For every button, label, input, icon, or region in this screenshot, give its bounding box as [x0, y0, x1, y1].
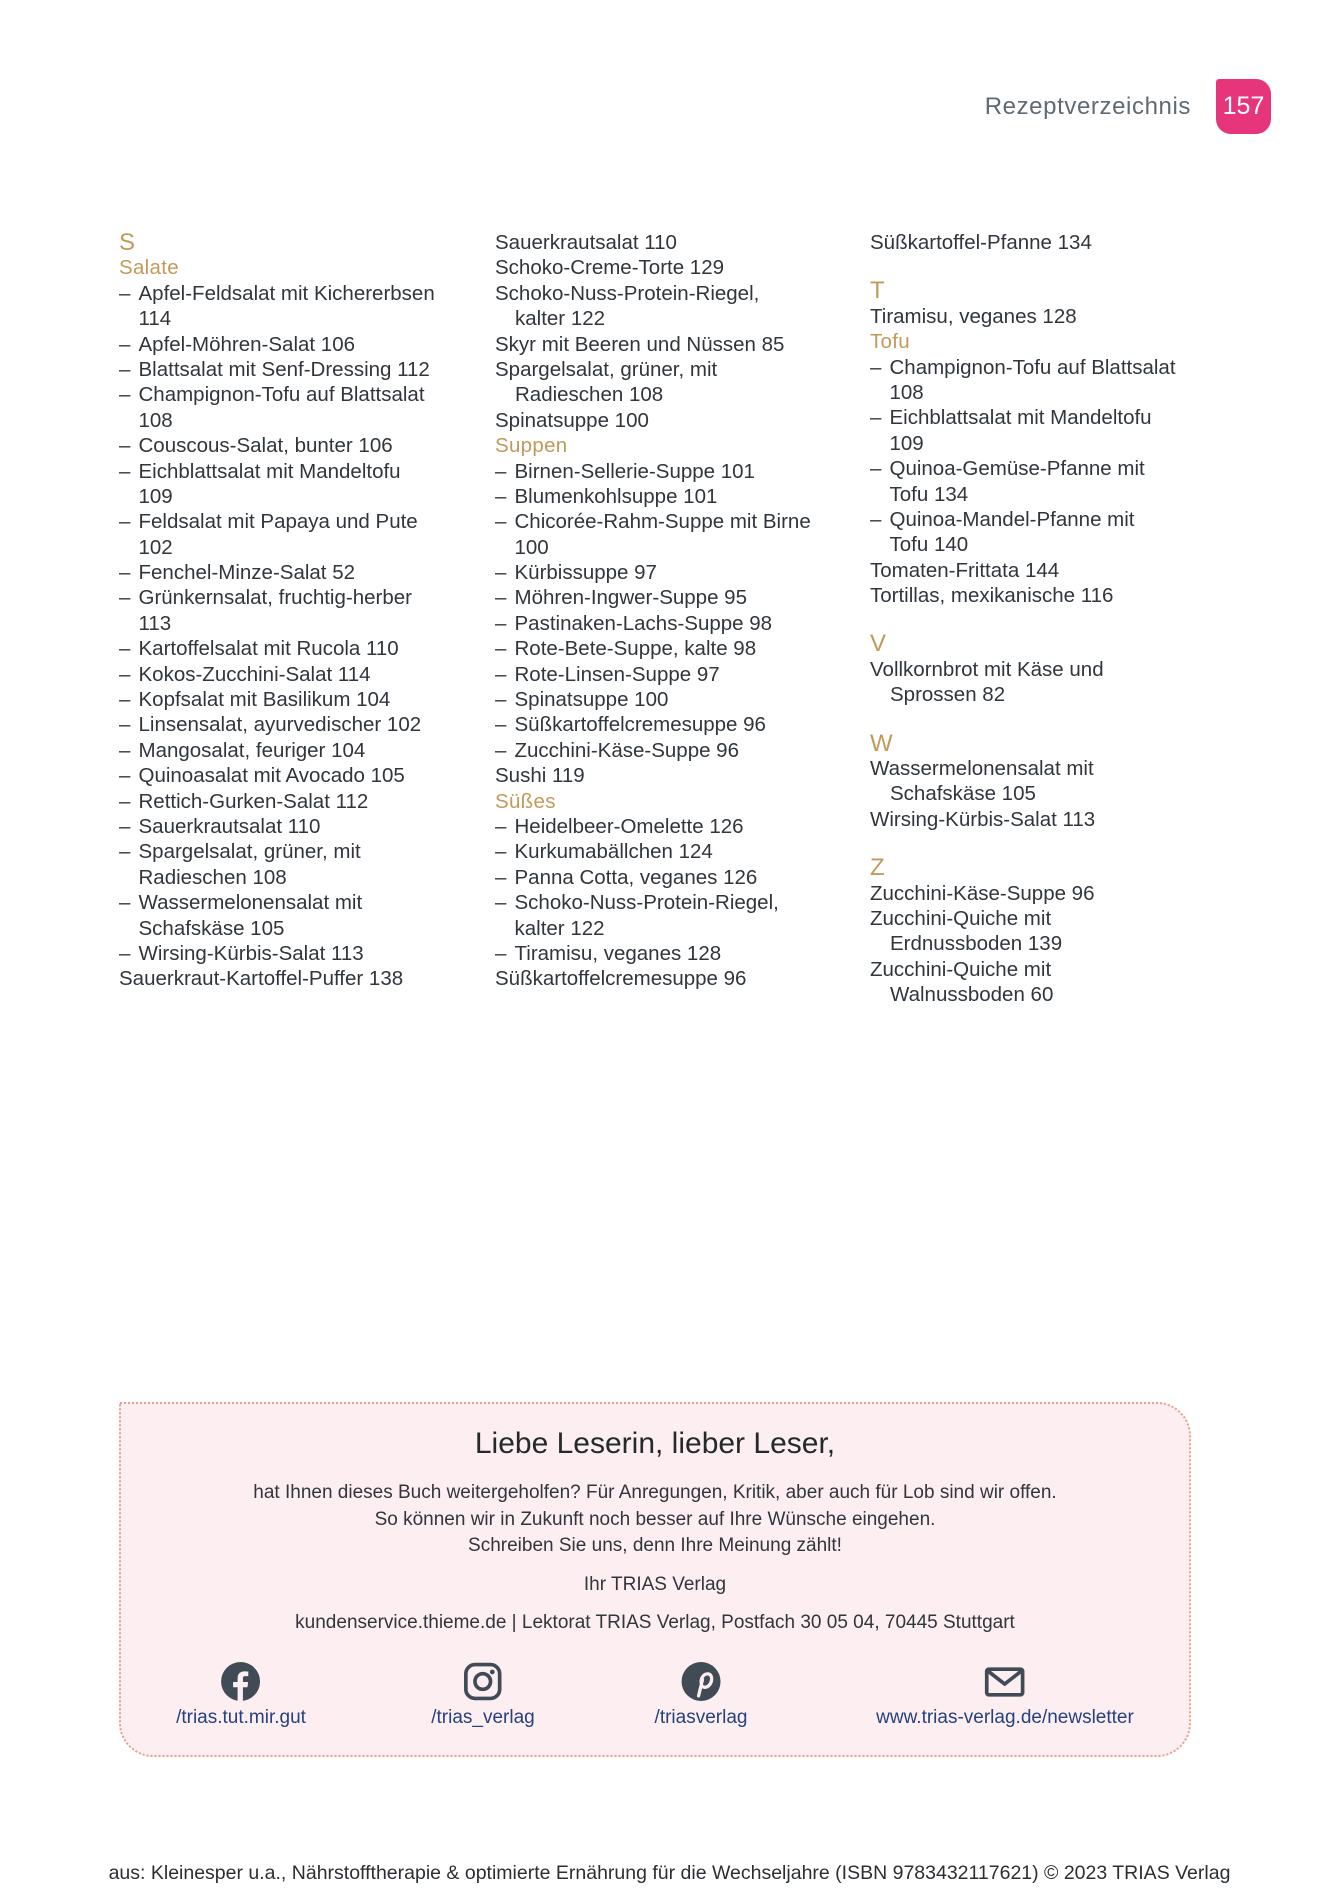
index-entry-line: Schoko-Creme-Torte 129 [495, 256, 725, 280]
index-entry-line: Zucchini-Quiche mit [870, 957, 1052, 981]
index-subentry [119, 687, 489, 712]
newsletter-url[interactable]: www.trias-verlag.de/newsletter [876, 1707, 1134, 1728]
index-subentry [119, 814, 489, 839]
index-subentry [119, 560, 489, 585]
index-entry [870, 583, 1310, 608]
dash-marker: – [495, 713, 507, 737]
index-column-3 [870, 230, 1310, 1008]
index-entry-line: Sauerkrautsalat 110 [138, 814, 321, 838]
index-entry [495, 408, 865, 433]
index-entry [495, 255, 865, 280]
index-entry-line: Wassermelonensalat mit [870, 757, 1094, 781]
index-subentry [119, 382, 489, 433]
index-column-1 [119, 230, 489, 992]
dash-marker: – [495, 738, 507, 762]
index-subentry [119, 763, 489, 788]
index-entry-line: Spargelsalat, grüner, mit [495, 357, 718, 381]
index-entry-line: Tiramisu, veganes 128 [870, 304, 1077, 328]
index-entry-line: Couscous-Salat, bunter 106 [138, 434, 393, 458]
index-subentry [495, 509, 865, 560]
index-entry [870, 230, 1310, 255]
index-subentry [495, 814, 865, 839]
index-subentry [119, 941, 489, 966]
index-entry-line: Pastinaken-Lachs-Suppe 98 [514, 611, 773, 635]
index-entry-line: Radieschen 108 [138, 865, 287, 889]
index-letter-heading: Z [870, 854, 885, 882]
index-entry-line: Zucchini-Quiche mit [870, 906, 1052, 930]
note-title: Liebe Leserin, lieber Leser, [474, 1427, 836, 1460]
index-entry-line: Spargelsalat, grüner, mit [138, 840, 361, 864]
index-entry [870, 881, 1310, 906]
index-category-heading: Tofu [870, 330, 910, 354]
index-entry [870, 756, 1310, 807]
index-subentry [119, 890, 489, 941]
index-entry-line: Quinoa-Gemüse-Pfanne mit [889, 457, 1145, 481]
dash-marker: – [495, 840, 507, 864]
dash-marker: – [119, 561, 131, 585]
index-entry-line: Zucchini-Käse-Suppe 96 [870, 881, 1095, 905]
dash-marker: – [119, 586, 131, 610]
note-signature: Ihr TRIAS Verlag [583, 1574, 727, 1595]
dash-marker: – [495, 891, 507, 915]
index-entry [870, 957, 1310, 1008]
index-entry-line: Apfel-Möhren-Salat 106 [138, 332, 356, 356]
index-entry-line: Rote-Bete-Suppe, kalte 98 [514, 637, 757, 661]
index-subentry [495, 687, 865, 712]
index-entry-line: Schafskäse 105 [890, 782, 1036, 806]
index-subentry [119, 357, 489, 382]
index-subentry [495, 560, 865, 585]
index-subentry [119, 636, 489, 661]
dash-marker: – [119, 814, 131, 838]
note-body [121, 1480, 1189, 1560]
index-entry-line: Blumenkohlsuppe 101 [514, 484, 718, 508]
index-entry-line: Kopfsalat mit Basilikum 104 [138, 688, 391, 712]
index-entry-line: Schoko-Nuss-Protein-Riegel, [514, 891, 779, 915]
index-subentry [870, 456, 1310, 507]
index-subentry [119, 662, 489, 687]
index-entry-line: 114 [138, 307, 172, 331]
index-entry-line: Kurkumabällchen 124 [514, 840, 713, 864]
index-entry-line: Süßkartoffelcremesuppe 96 [514, 713, 766, 737]
index-subentry [495, 662, 865, 687]
dash-marker: – [870, 507, 882, 531]
index-entry-line: Süßkartoffelcremesuppe 96 [495, 967, 747, 991]
index-subentry [495, 459, 865, 484]
index-entry-line: Zucchini-Käse-Suppe 96 [514, 738, 739, 762]
index-entry-line: Eichblattsalat mit Mandeltofu [138, 459, 401, 483]
dash-marker: – [119, 637, 131, 661]
index-entry-line: Wirsing-Kürbis-Salat 113 [138, 941, 364, 965]
index-entry-line: kalter 122 [515, 307, 606, 331]
index-entry-line: Quinoasalat mit Avocado 105 [138, 764, 405, 788]
index-entry-line: Birnen-Sellerie-Suppe 101 [514, 459, 755, 483]
index-entry-line: Panna Cotta, veganes 126 [514, 865, 758, 889]
pinterest-handle[interactable]: /triasverlag [654, 1707, 748, 1728]
dash-marker: – [495, 510, 507, 534]
index-subentry [119, 332, 489, 357]
index-subentry [870, 405, 1310, 456]
index-entry-line: Blattsalat mit Senf-Dressing 112 [138, 357, 430, 381]
index-entry-line: Tiramisu, veganes 128 [514, 941, 722, 965]
index-entry-line: Mangosalat, feuriger 104 [138, 738, 366, 762]
dash-marker: – [495, 688, 507, 712]
index-entry-line: Tofu 140 [889, 533, 969, 557]
index-entry [495, 763, 865, 788]
index-subentry [119, 509, 489, 560]
index-entry-line: 109 [138, 484, 173, 508]
index-subentry [495, 636, 865, 661]
index-entry-line: Kürbissuppe 97 [514, 561, 657, 585]
index-entry-line: 108 [138, 408, 173, 432]
dash-marker: – [119, 891, 131, 915]
index-entry-line: Kartoffelsalat mit Rucola 110 [138, 637, 399, 661]
dash-marker: – [495, 586, 507, 610]
index-entry-line: Sprossen 82 [890, 683, 1006, 707]
dash-marker: – [119, 941, 131, 965]
dash-marker: – [495, 941, 507, 965]
index-entry [495, 966, 865, 991]
index-subentry [119, 789, 489, 814]
index-entry [870, 304, 1310, 329]
index-entry-line: 100 [514, 535, 549, 559]
index-subentry [495, 484, 865, 509]
note-body-line: Schreiben Sie uns, denn Ihre Meinung zählt! [468, 1535, 842, 1557]
index-letter-heading: S [119, 229, 136, 256]
note-body-line: hat Ihnen dieses Buch weitergeholfen? Für Anregungen, Kritik, aber auch für Lob sind wir offen. [253, 1482, 1057, 1503]
index-entry [495, 332, 865, 357]
index-entry-line: Grünkernsalat, fruchtig-herber [138, 586, 412, 610]
index-entry-line: Skyr mit Beeren und Nüssen 85 [495, 332, 785, 356]
dash-marker: – [119, 713, 131, 737]
index-subentry [119, 839, 489, 890]
index-letter-heading: W [870, 729, 893, 757]
dash-marker: – [119, 383, 131, 407]
index-entry-line: Sushi 119 [495, 764, 585, 788]
facebook-handle[interactable]: /trias.tut.mir.gut [176, 1707, 306, 1728]
note-body-line: So können wir in Zukunft noch besser auf Ihre Wünsche eingehen. [374, 1508, 936, 1530]
index-entry-line: Feldsalat mit Papaya und Pute [138, 510, 418, 534]
index-subentry [870, 355, 1310, 406]
index-entry-line: Tomaten-Frittata 144 [870, 558, 1060, 582]
index-entry-line: Tortillas, mexikanische 116 [870, 584, 1114, 608]
index-column-2 [495, 230, 865, 992]
index-entry [495, 357, 865, 408]
index-subentry [495, 738, 865, 763]
index-entry-line: Fenchel-Minze-Salat 52 [138, 561, 355, 585]
index-subentry [495, 712, 865, 737]
dash-marker: – [495, 662, 507, 686]
dash-marker: – [870, 355, 882, 379]
dash-marker: – [870, 406, 882, 430]
index-category-heading: Suppen [495, 434, 568, 458]
index-subentry [119, 712, 489, 737]
index-entry [870, 558, 1310, 583]
dash-marker: – [119, 357, 131, 381]
index-entry-line: Süßkartoffel-Pfanne 134 [870, 231, 1092, 254]
dash-marker: – [119, 840, 131, 864]
index-entry [870, 906, 1310, 957]
index-entry-line: Chicorée-Rahm-Suppe mit Birne [514, 510, 811, 534]
index-entry-line: Sauerkrautsalat 110 [495, 231, 677, 254]
index-entry [119, 966, 489, 991]
social-link-pinterest[interactable] [655, 1661, 748, 1731]
newsletter-link[interactable] [876, 1661, 1134, 1731]
dash-marker: – [119, 332, 131, 356]
dash-marker: – [495, 637, 507, 661]
index-entry [495, 281, 865, 332]
index-entry-line: 102 [138, 535, 173, 559]
index-entry-line: 113 [138, 611, 172, 635]
source-citation: aus: Kleinesper u.a., Nährstofftherapie & optimierte Ernährung für die Wechseljahre (ISBN 9783432117621) © 2023 TRIAS Verlag [108, 1862, 1231, 1884]
dash-marker: – [119, 662, 131, 686]
index-entry-line: Erdnussboden 139 [890, 932, 1063, 956]
index-category-heading: Salate [119, 256, 179, 280]
index-subentry [495, 941, 865, 966]
dash-marker: – [119, 459, 131, 483]
dash-marker: – [119, 764, 131, 788]
index-entry-line: Walnussboden 60 [890, 983, 1054, 1007]
reader-note-box [119, 1402, 1191, 1757]
index-entry-line: Sauerkraut-Kartoffel-Puffer 138 [119, 967, 404, 991]
index-subentry [495, 865, 865, 890]
index-entry-line: Wassermelonensalat mit [138, 891, 363, 915]
mail-icon[interactable] [985, 1661, 1026, 1702]
social-link-instagram[interactable] [431, 1661, 535, 1731]
page-number-badge: 157 [1216, 79, 1271, 134]
index-entry-line: Eichblattsalat mit Mandeltofu [889, 406, 1152, 430]
index-entry-line: Apfel-Feldsalat mit Kichererbsen [138, 281, 435, 305]
index-subentry [495, 839, 865, 864]
dash-marker: – [870, 457, 882, 481]
note-contact-line: kundenservice.thieme.de | Lektorat TRIAS Verlag, Postfach 30 05 04, 70445 Stuttgart [295, 1612, 1015, 1633]
running-head-section-title: Rezeptverzeichnis [984, 93, 1191, 120]
index-entry-line: Radieschen 108 [515, 383, 664, 407]
dash-marker: – [119, 434, 131, 458]
dash-marker: – [119, 789, 131, 813]
index-entry-line: 109 [889, 431, 924, 455]
dash-marker: – [495, 459, 507, 483]
index-subentry [495, 890, 865, 941]
dash-marker: – [495, 814, 507, 838]
index-entry-line: Heidelbeer-Omelette 126 [514, 814, 744, 838]
dash-marker: – [495, 561, 507, 585]
dash-marker: – [495, 611, 507, 635]
index-entry [870, 657, 1310, 708]
index-entry-line: Spinatsuppe 100 [495, 408, 649, 432]
index-category-heading: Süßes [495, 789, 556, 813]
index-subentry [119, 433, 489, 458]
index-entry-line: Wirsing-Kürbis-Salat 113 [870, 807, 1096, 831]
index-letter-heading: V [870, 630, 887, 658]
index-entry [870, 807, 1310, 832]
dash-marker: – [119, 738, 131, 762]
dash-marker: – [119, 688, 131, 712]
index-entry-line: Möhren-Ingwer-Suppe 95 [514, 586, 747, 610]
index-entry-line: Rettich-Gurken-Salat 112 [138, 789, 369, 813]
facebook-icon[interactable] [221, 1661, 262, 1702]
index-entry-line: Linsensalat, ayurvedischer 102 [138, 713, 422, 737]
instagram-icon[interactable] [463, 1661, 504, 1702]
index-entry-line: Spinatsuppe 100 [514, 688, 669, 712]
pinterest-icon[interactable] [680, 1661, 721, 1702]
index-subentry [119, 281, 489, 332]
index-entry-line: Schoko-Nuss-Protein-Riegel, [495, 281, 760, 305]
index-entry-line: Kokos-Zucchini-Salat 114 [138, 662, 371, 686]
instagram-handle[interactable]: /trias_verlag [431, 1707, 535, 1728]
index-subentry [495, 585, 865, 610]
index-subentry [119, 459, 489, 510]
social-link-facebook[interactable] [176, 1661, 306, 1731]
index-letter-heading: T [870, 277, 885, 305]
index-entry-line: Tofu 134 [889, 482, 969, 506]
index-entry-line: Schafskäse 105 [138, 916, 285, 940]
index-entry-line: Champignon-Tofu auf Blattsalat [138, 383, 425, 407]
index-subentry [870, 507, 1310, 558]
index-entry-line: kalter 122 [514, 916, 605, 940]
index-entry [495, 230, 865, 255]
index-entry-line: Rote-Linsen-Suppe 97 [514, 662, 720, 686]
dash-marker: – [495, 484, 507, 508]
dash-marker: – [119, 510, 131, 534]
index-entry-line: Vollkornbrot mit Käse und [870, 657, 1104, 681]
dash-marker: – [495, 865, 507, 889]
index-entry-line: 108 [889, 380, 924, 404]
index-subentry [119, 738, 489, 763]
index-subentry [495, 611, 865, 636]
index-entry-line: Quinoa-Mandel-Pfanne mit [889, 507, 1135, 531]
dash-marker: – [119, 281, 131, 305]
index-subentry [119, 585, 489, 636]
index-entry-line: Champignon-Tofu auf Blattsalat [889, 355, 1176, 379]
